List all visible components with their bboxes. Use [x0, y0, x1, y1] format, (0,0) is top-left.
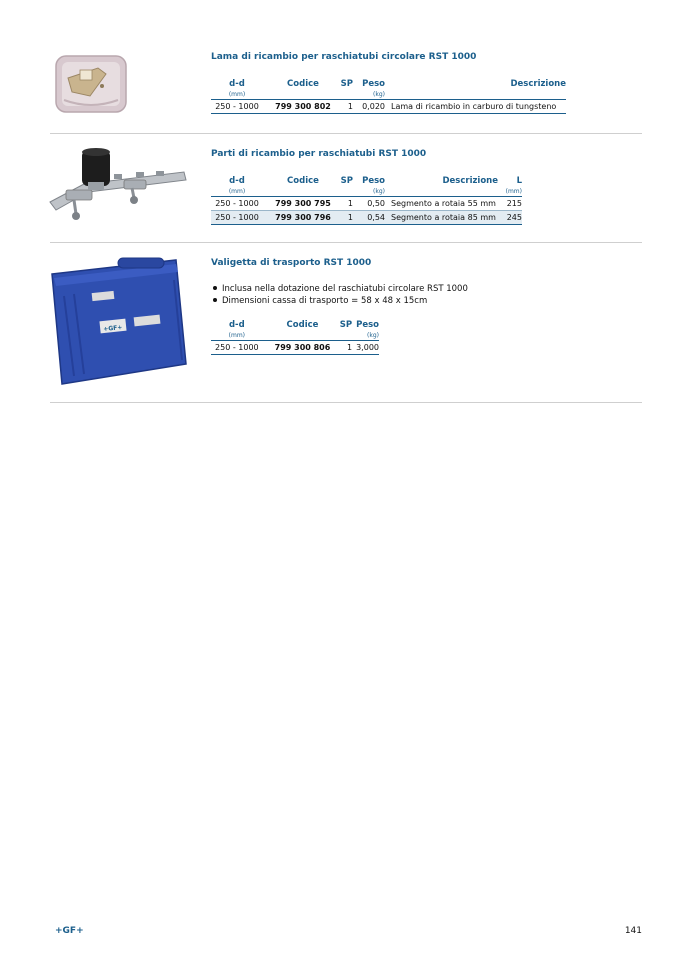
cell-codice: 799 300 802: [263, 100, 335, 114]
rail-parts-spec-table: [211, 175, 522, 225]
unit-l: (mm): [498, 187, 522, 197]
feature-bullet-list: [211, 283, 468, 307]
section-title: Parti di ricambio per raschiatubi RST 1000: [211, 149, 427, 159]
cell-descrizione: Segmento a rotaia 85 mm: [385, 211, 498, 225]
cell-l: 215: [498, 197, 522, 211]
case-spec-table: [211, 319, 379, 355]
col-header-sp: SP: [340, 79, 353, 89]
cell-codice: 799 300 796: [263, 211, 335, 225]
cell-descrizione: Segmento a rotaia 55 mm: [385, 197, 498, 211]
cell-peso: 0,020: [353, 100, 385, 114]
col-header-sp: SP: [340, 176, 353, 186]
col-header-peso: Peso: [356, 320, 379, 330]
col-header-dd: d-d: [229, 79, 245, 89]
cell-peso: 3,000: [352, 341, 379, 355]
col-header-codice: Codice: [287, 176, 319, 186]
blade-product-image: [54, 52, 128, 116]
col-header-codice: Codice: [286, 320, 319, 330]
unit-peso: (kg): [352, 331, 379, 341]
cell-sp: 1: [335, 197, 353, 211]
rail-parts-product-image: [44, 146, 190, 226]
unit-dd: (mm): [211, 90, 263, 100]
table-row: [211, 100, 566, 114]
col-header-descrizione: Descrizione: [510, 79, 566, 89]
col-header-codice: Codice: [287, 79, 319, 89]
cell-codice: 799 300 795: [263, 197, 335, 211]
col-header-peso: Peso: [362, 176, 385, 186]
unit-peso: (kg): [353, 187, 385, 197]
cell-dd: 250 - 1000: [211, 341, 263, 355]
section-divider: [50, 402, 642, 403]
table-row: [211, 197, 522, 211]
col-header-dd: d-d: [228, 320, 245, 330]
col-header-dd: d-d: [229, 176, 245, 186]
table-row: [211, 211, 522, 225]
col-header-l: L: [516, 176, 522, 186]
cell-dd: 250 - 1000: [211, 197, 263, 211]
case-logo-text: +GF+: [102, 324, 123, 334]
section-title: Lama di ricambio per raschiatubi circolare RST 1000: [211, 52, 477, 62]
col-header-peso: Peso: [362, 79, 385, 89]
cell-peso: 0,54: [353, 211, 385, 225]
section-divider: [50, 133, 642, 134]
unit-dd: (mm): [211, 187, 263, 197]
section-title: Valigetta di trasporto RST 1000: [211, 258, 372, 268]
list-item: Dimensioni cassa di trasporto = 58 x 48 x 15cm: [211, 295, 468, 307]
unit-dd: (mm): [211, 331, 263, 341]
cell-sp: 1: [334, 341, 352, 355]
cell-descrizione: Lama di ricambio in carburo di tungsteno: [385, 100, 566, 114]
cell-sp: 1: [335, 100, 353, 114]
cell-peso: 0,50: [353, 197, 385, 211]
list-item: Inclusa nella dotazione del raschiatubi circolare RST 1000: [211, 283, 468, 295]
cell-dd: 250 - 1000: [211, 100, 263, 114]
carrying-case-product-image: [48, 256, 190, 388]
cell-codice: 799 300 806: [263, 341, 335, 355]
unit-peso: (kg): [353, 90, 385, 100]
page-number: 141: [624, 926, 642, 936]
table-row: [211, 341, 379, 355]
blade-spec-table: [211, 78, 566, 114]
cell-dd: 250 - 1000: [211, 211, 263, 225]
gf-logo: +GF+: [55, 926, 84, 936]
cell-l: 245: [498, 211, 522, 225]
cell-sp: 1: [335, 211, 353, 225]
section-divider: [50, 242, 642, 243]
col-header-descrizione: Descrizione: [442, 176, 498, 186]
col-header-sp: SP: [339, 320, 353, 330]
